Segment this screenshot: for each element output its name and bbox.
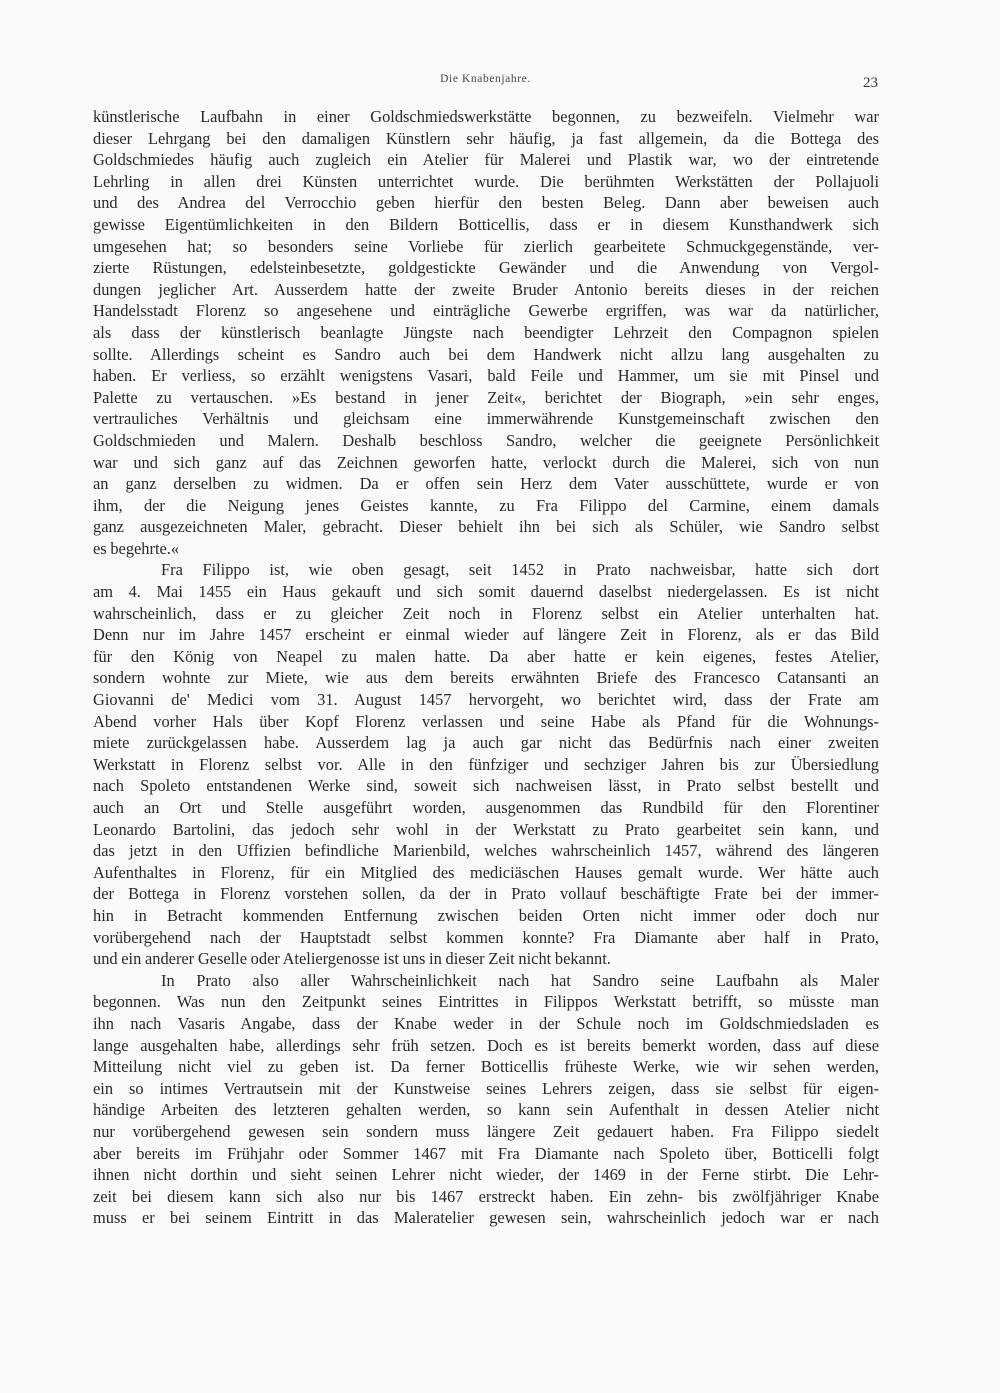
text-line: nach Spoleto entstandenen Werke sind, soweit sich nachweisen lässt, in Prato selbst bestellt und bbox=[93, 776, 879, 796]
text-line: Lehrling in allen drei Künsten unterrichtet wurde. Die berühmten Werkstätten der Pollajuoli bbox=[93, 171, 879, 191]
text-line: Handelsstadt Florenz so angesehene und einträgliche Gewerbe ergriffen, was war da natürlicher, bbox=[93, 301, 879, 321]
text-line: begonnen. Was nun den Zeitpunkt seines Eintrittes in Filippos Werkstatt betrifft, so müsste man bbox=[93, 992, 879, 1012]
text-line: ganz ausgezeichneten Maler, gebracht. Dieser behielt ihn bei sich als Schüler, wie Sandro selbst bbox=[93, 517, 879, 537]
text-line: zierte Rüstungen, edelsteinbesetzte, goldgestickte Gewänder und die Anwendung von Vergol- bbox=[93, 258, 879, 278]
text-line: ihn nach Vasaris Angabe, dass der Knabe weder in der Schule noch im Goldschmiedsladen es bbox=[93, 1013, 879, 1033]
text-line: auch an Ort und Stelle ausgeführt worden, ausgenommen das Rundbild für den Florentiner bbox=[93, 798, 879, 817]
text-line: Leonardo Bartolini, das jedoch sehr wohl in der Werkstatt zu Prato gearbeitet sein kann, und bbox=[93, 819, 879, 839]
text-line: ein so intimes Vertrautsein mit der Kunstweise seines Lehrers zeigen, dass sie selbst für eigen- bbox=[93, 1078, 879, 1098]
text-line: war und sich ganz auf das Zeichnen geworfen hatte, verlockt durch die Malerei, sich von nun bbox=[93, 452, 879, 472]
text-line: dungen jeglicher Art. Ausserdem hatte der zweite Bruder Antonio bereits dieses in der reichen bbox=[93, 279, 879, 299]
text-line: lange ausgehalten habe, allerdings sehr früh setzen. Doch es ist bereits bemerkt worden, dass auf diese bbox=[93, 1035, 879, 1055]
paragraph bbox=[93, 559, 879, 969]
text-line: Aufenthaltes in Florenz, für ein Mitglied des mediciäschen Hauses gemalt wurde. Wer hätte auch bbox=[93, 862, 879, 882]
text-line: der Bottega in Florenz vorstehen sollen, da der in Prato vollauf beschäftigte Frate bei der immer- bbox=[93, 884, 879, 904]
text-line: ihnen nicht dorthin und sieht seinen Lehrer nicht wieder, der 1469 in der Ferne stirbt. Die Lehr- bbox=[93, 1165, 879, 1185]
text-line: nur vorübergehend gewesen sein sondern muss längere Zeit gedauert haben. Fra Filippo siedelt bbox=[93, 1121, 879, 1141]
text-line: hin in Betracht kommenden Entfernung zwischen beiden Orten nicht immer oder doch nur bbox=[93, 905, 879, 925]
text-line: haben. Er verliess, so erzählt wenigstens Vasari, bald Feile und Hammer, um sie mit Pinsel und bbox=[93, 366, 879, 386]
text-line: ihm, der die Neigung jenes Geistes kannte, zu Fra Filippo del Carmine, einem damals bbox=[93, 495, 879, 515]
text-line: es begehrte.« bbox=[93, 538, 180, 558]
text-line: Goldschmiedes häufig auch zugleich ein Atelier für Malerei und Plastik war, wo der eintretende bbox=[93, 150, 879, 170]
text-line: wahrscheinlich, dass er zu gleicher Zeit noch in Florenz selbst ein Atelier unterhalten hat. bbox=[93, 603, 879, 623]
paragraph bbox=[93, 106, 879, 559]
text-line: Goldschmieden und Malern. Deshalb beschloss Sandro, welcher die geeignete Persönlichkeit bbox=[93, 430, 879, 450]
text-line: Palette zu vertauschen. »Es bestand in jener Zeit«, berichtet der Biograph, »ein sehr enges, bbox=[93, 387, 879, 407]
text-line: das jetzt in den Uffizien befindliche Marienbild, welches wahrscheinlich 1457, während des längeren bbox=[93, 841, 879, 861]
text-line: dieser Lehrgang bei den damaligen Künstlern sehr häufig, ja fast allgemein, da die Bottega des bbox=[93, 128, 879, 148]
body-text bbox=[93, 106, 879, 1229]
running-head bbox=[93, 70, 878, 92]
text-line: Denn nur im Jahre 1457 erscheint er einmal wieder auf längere Zeit in Florenz, als er das Bild bbox=[93, 625, 879, 645]
text-line: aber bereits im Frühjahr oder Sommer 1467 mit Fra Diamante nach Spoleto über, Botticelli folgt bbox=[93, 1143, 879, 1163]
text-line: gewisse Eigentümlichkeiten in den Bildern Botticellis, dass er in diesem Kunsthandwerk sich bbox=[93, 214, 879, 234]
text-line: zeit bei diesem kann sich also nur bis 1467 erstreckt haben. Ein zehn- bis zwölfjähriger Knabe bbox=[93, 1186, 879, 1206]
text-line: miete zurückgelassen habe. Ausserdem lag ja auch gar nicht das Bedürfnis nach einer zweiten bbox=[93, 733, 879, 753]
text-line: muss er bei seinem Eintritt in das Maleratelier gewesen sein, wahrscheinlich jedoch war er nach bbox=[93, 1208, 879, 1228]
paragraph bbox=[93, 970, 879, 1229]
text-line: für den König von Neapel zu malen hatte. Da aber hatte er kein eigenes, festes Atelier, bbox=[93, 646, 879, 666]
text-line: händige Arbeiten des letzteren gehalten werden, so kann sein Aufenthalt in dessen Atelier nicht bbox=[93, 1100, 879, 1120]
text-line: Mitteilung nicht viel zu geben ist. Da ferner Botticellis früheste Werke, wie wir sehen werden, bbox=[93, 1057, 879, 1077]
text-line: sollte. Allerdings scheint es Sandro auch bei dem Handwerk nicht allzu lang ausgehalten zu bbox=[93, 344, 879, 364]
text-line: künstlerische Laufbahn in einer Goldschmiedswerkstätte begonnen, zu bezweifeln. Vielmehr war bbox=[93, 107, 879, 126]
page-number: 23 bbox=[863, 75, 878, 91]
text-line: als dass der künstlerisch beanlagte Jüngste nach beendigter Lehrzeit den Compagnon spielen bbox=[93, 322, 879, 342]
text-line: vorübergehend nach der Hauptstadt selbst kommen konnte? Fra Diamante aber half in Prato, bbox=[93, 927, 879, 947]
text-line: an ganz derselben zu widmen. Da er offen sein Herz dem Vater ausschüttete, wurde er von bbox=[93, 474, 879, 494]
text-line: und ein anderer Geselle oder Ateliergenosse ist uns in dieser Zeit nicht bekannt. bbox=[93, 949, 611, 969]
text-line: Fra Filippo ist, wie oben gesagt, seit 1452 in Prato nachweisbar, hatte sich dort bbox=[161, 560, 879, 580]
text-line: am 4. Mai 1455 ein Haus gekauft und sich somit dauernd daselbst niedergelassen. Es ist nicht bbox=[93, 582, 879, 602]
text-line: sondern wohnte zur Miete, wie aus dem bereits erwähnten Briefe des Francesco Catansanti an bbox=[93, 668, 879, 688]
text-line: Werkstatt in Florenz selbst vor. Alle in den fünfziger und sechziger Jahren bis zur Übersiedlung bbox=[93, 754, 879, 774]
running-title: Die Knabenjahre. bbox=[440, 73, 531, 85]
text-line: vertrauliches Verhältnis und gleichsam eine immerwährende Kunstgemeinschaft zwischen den bbox=[93, 409, 879, 429]
text-line: In Prato also aller Wahrscheinlichkeit nach hat Sandro seine Laufbahn als Maler bbox=[161, 970, 879, 990]
text-line: umgesehen hat; so besonders seine Vorliebe für zierlich gearbeitete Schmuckgegenstände, ver- bbox=[93, 236, 879, 256]
text-line: und des Andrea del Verrocchio geben hierfür den besten Beleg. Dann aber beweisen auch bbox=[93, 193, 879, 213]
text-line: Abend vorher Hals über Kopf Florenz verlassen und seine Habe als Pfand für die Wohnungs- bbox=[93, 711, 879, 731]
text-line: Giovanni de' Medici vom 31. August 1457 hervorgeht, wo berichtet wird, dass der Frate am bbox=[93, 690, 879, 710]
